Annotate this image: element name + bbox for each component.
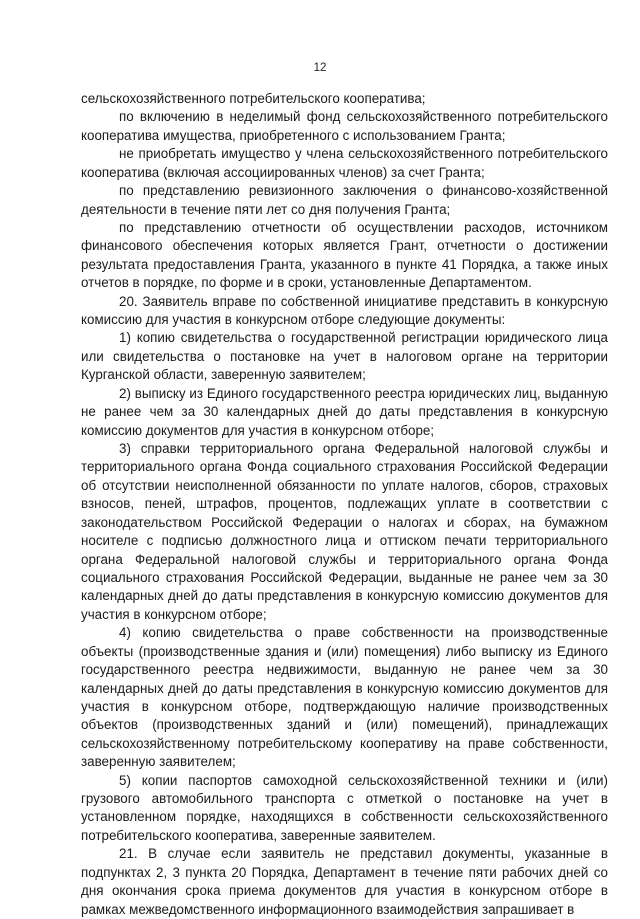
paragraph-10: 4) копию свидетельства о праве собственности на производственные объекты (производственные здания и (или) помещения) либо выписку из Единого государственного реестра недвижимости, выданную не ранее чем за 30 календарных дней до даты представления в конкурсную комиссию документов для участия в конкурсном отборе, подтверждающую наличие производственных объектов (производственных зданий и (или) помещений), принадлежащих сельскохозяйственному потребительскому кооперативу на праве собственности, заверенную заявителем; [81,625,608,770]
paragraph-8: 2) выписку из Единого государственного реестра юридических лиц, выданную не ранее чем за 30 календарных дней до даты представления в конкурсную комиссию документов для участия в конкурсном отборе; [81,385,608,438]
paragraph-3: не приобретать имущество у члена сельскохозяйственного потребительского кооператива (включая ассоциированных членов) за счет Гранта; [81,146,608,180]
paragraph-11: 5) копии паспортов самоходной сельскохозяйственной техники и (или) грузового автомобильного транспорта с отметкой о постановке на учет в установленном порядке, находящихся в собственности сельскохозяйственного потребительского кооператива, заверенные заявителем. [81,772,608,843]
paragraph-7: 1) копию свидетельства о государственной регистрации юридического лица или свидетельства о постановке на учет в налоговом органе на территории Курганской области, заверенную заявителем; [81,330,608,383]
paragraph-6: 20. Заявитель вправе по собственной инициативе представить в конкурсную комиссию для участия в конкурсном отборе следующие документы: [81,293,608,328]
paragraph-2: по включению в неделимый фонд сельскохозяйственного потребительского кооператива имущества, приобретенного с использованием Гранта; [81,109,608,143]
paragraph-12: 21. В случае если заявитель не представил документы, указанные в подпунктах 2, 3 пункта 20 Порядка, Департамент в течение пяти рабочих дней со дня окончания срока приема документов для участия в конкурсном отборе в рамках межведомственного информационного взаимодействия запрашивает в [81,846,608,917]
paragraph-4: по представлению ревизионного заключения о финансово-хозяйственной деятельности в течение пяти лет со дня получения Гранта; [81,183,608,217]
paragraph-9: 3) справки территориального органа Федеральной налоговой службы и территориального органа Фонда социального страхования Российской Федерации об отсутствии неисполненной обязанности по уплате налогов, сборов, страховых взносов, пеней, штрафов, процентов, подлежащих уплате в соответствии с законодательством Российской Федерации о налогах и сборах, на бумажном носителе с подписью должностного лица и оттиском печати территориального органа Федеральной налоговой службы и территориального органа Фонда социального страхования Российской Федерации, выданные не ранее чем за 30 календарных дней до даты представления в конкурсную комиссию документов для участия в конкурсном отборе; [81,441,608,622]
paragraph-5: по представлению отчетности об осуществлении расходов, источником финансового обеспечения которых является Грант, отчетности о достижении результата предоставления Гранта, указанного в пункте 41 Порядка, а также иных отчетов в порядке, по форме и в сроки, установленные Департаментом. [81,219,608,291]
page-number: 12 [313,62,327,74]
paragraph-1: сельскохозяйственного потребительского кооператива; [81,91,426,106]
document-body [81,90,608,919]
